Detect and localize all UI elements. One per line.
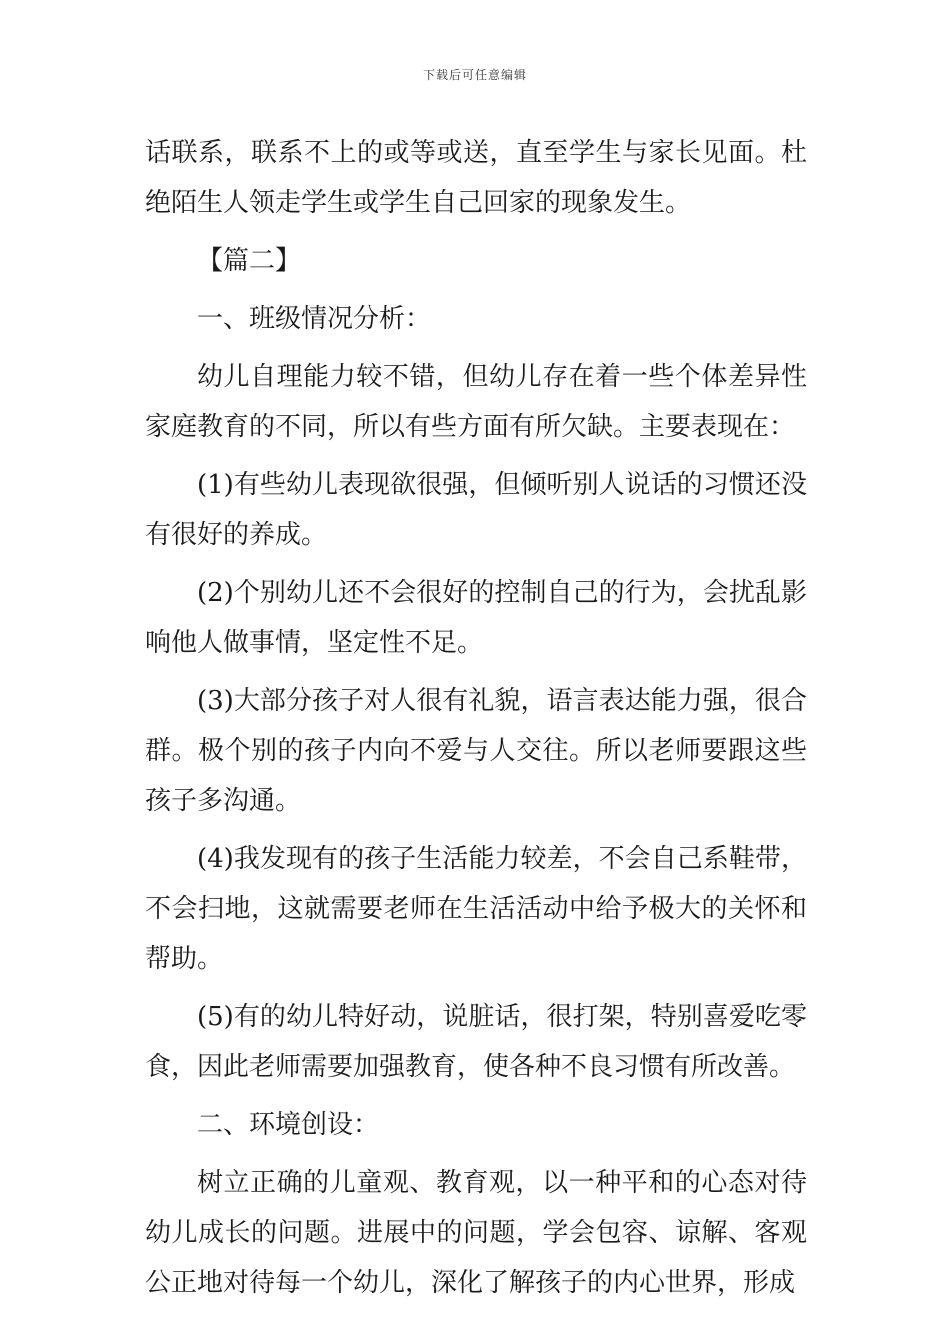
- list-item-4: (4)我发现有的孩子生活能力较差，不会自己系鞋带，不会扫地，这就需要老师在生活活动中给予极大的关怀和帮助。: [145, 844, 807, 974]
- paragraph-continuation: 话联系，联系不上的或等或送，直至学生与家长见面。杜绝陌生人领走学生或学生自己回家的现象发生。: [145, 138, 807, 218]
- list-item-1: (1)有些幼儿表现欲很强，但倾听别人说话的习惯还没有很好的养成。: [145, 470, 807, 550]
- heading-class-analysis: 一、班级情况分析：: [197, 304, 432, 334]
- list-item-5: (5)有的幼儿特好动，说脏话，很打架，特别喜爱吃零食，因此老师需要加强教育，使各种不良习惯有所改善。: [145, 1002, 807, 1082]
- heading-environment: 二、环境创设：: [197, 1110, 380, 1140]
- section-heading-part-two: 【篇二】: [197, 246, 302, 276]
- paragraph-class-overview: 幼儿自理能力较不错，但幼儿存在着一些个体差异性家庭教育的不同，所以有些方面有所欠缺。主要表现在：: [145, 362, 807, 442]
- paragraph-environment: 树立正确的儿童观、教育观，以一种平和的心态对待幼儿成长的问题。进展中的问题，学会包容、谅解、客观公正地对待每一个幼儿，深化了解孩子的内心世界，形成: [145, 1168, 807, 1298]
- list-item-2: (2)个别幼儿还不会很好的控制自己的行为，会扰乱影响他人做事情，坚定性不足。: [145, 578, 807, 658]
- list-item-3: (3)大部分孩子对人很有礼貌，语言表达能力强，很合群。极个别的孩子内向不爱与人交往。所以老师要跟这些孩子多沟通。: [145, 686, 807, 816]
- document-body: [145, 128, 807, 1308]
- page-header-note: 下载后可任意编辑: [422, 68, 527, 82]
